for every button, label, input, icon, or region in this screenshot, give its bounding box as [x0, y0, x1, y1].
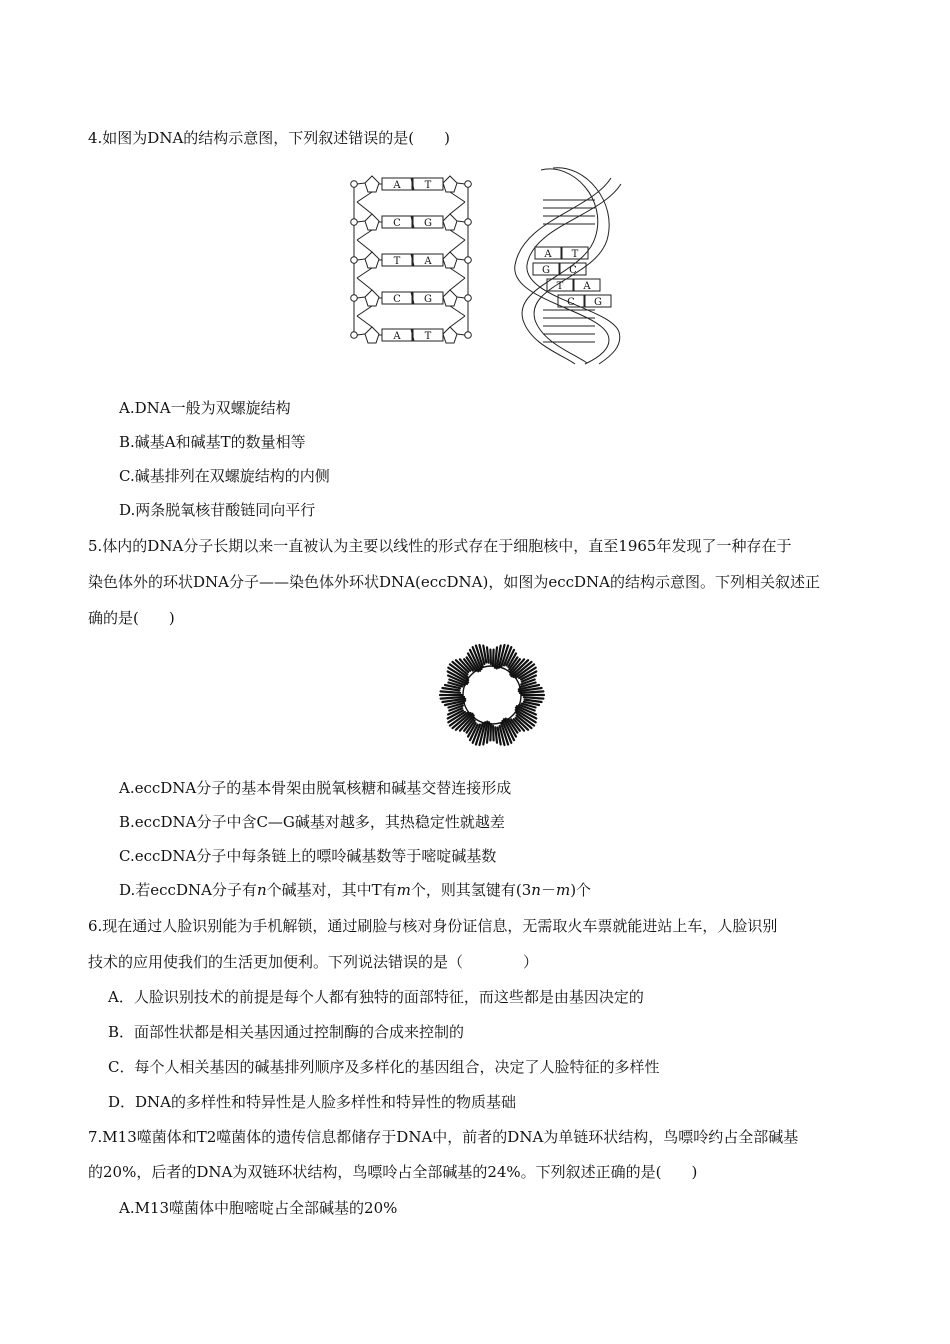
- helix-right-base-label: T: [571, 249, 579, 260]
- helix-right-base-label: C: [569, 265, 577, 276]
- left-backbone-link: [357, 278, 372, 290]
- q5-stem-line-1: 5.体内的DNA分子长期以来一直被认为主要以线性的形式存在于细胞核中，直至1965年发现了一种存在于: [88, 537, 792, 555]
- right-phosphate-circle: [465, 332, 472, 339]
- left-phosphate-circle: [351, 257, 358, 264]
- left-base-label: T: [393, 256, 401, 267]
- left-phosphate-circle: [351, 219, 358, 226]
- left-base-label: A: [393, 331, 401, 342]
- eccdna-base-pair: [490, 724, 491, 740]
- right-backbone-link: [450, 230, 465, 240]
- eccdna-base-pair: [493, 650, 494, 666]
- right-backbone-link: [450, 268, 465, 278]
- right-phosphate-circle: [465, 219, 472, 226]
- q6-stem-line-2: 技术的应用使我们的生活更加便利。下列说法错误的是（ ）: [88, 953, 539, 971]
- q5-option-a: A.eccDNA分子的基本骨架由脱氧核糖和碱基交替连接形成: [119, 779, 512, 797]
- left-backbone-link: [357, 230, 372, 240]
- q5-stem-line-3: 确的是( ): [88, 609, 175, 627]
- q4-option-d: D.两条脱氧核苷酸链同向平行: [119, 501, 316, 519]
- right-backbone-link: [450, 240, 465, 252]
- q7-option-a: A.M13噬菌体中胞嘧啶占全部碱基的20%: [119, 1199, 398, 1217]
- left-backbone-link: [357, 240, 372, 252]
- q4-option-a: A.DNA一般为双螺旋结构: [119, 399, 291, 417]
- eccdna-inner-backbone: [463, 666, 521, 724]
- left-backbone-link: [357, 297, 365, 298]
- right-backbone-link: [450, 316, 465, 327]
- q6-stem-line-1: 6.现在通过人脸识别能为手机解锁，通过刷脸与核对身份证信息，无需取火车票就能进站上车，人脸识别: [88, 917, 778, 935]
- eccdna-base-pair: [495, 727, 497, 742]
- left-backbone-link: [357, 221, 365, 222]
- helix-left-base-label: T: [556, 281, 564, 292]
- right-phosphate-circle: [465, 181, 472, 188]
- dna-double-helix-diagram: [503, 160, 638, 365]
- helix-left-base-label: C: [567, 297, 575, 308]
- left-base-label: C: [393, 294, 401, 305]
- q6-option-a: A．人脸识别技术的前提是每个人都有独特的面部特征，而这些都是由基因决定的: [108, 988, 644, 1006]
- q5-option-c: C.eccDNA分子中每条链上的嘌呤碱基数等于嘧啶碱基数: [119, 847, 497, 865]
- left-backbone-link: [357, 334, 365, 335]
- left-sugar-pentagon: [365, 252, 379, 268]
- q4-option-b: B.碱基A和碱基T的数量相等: [119, 433, 306, 451]
- q6-option-d: D．DNA的多样性和特异性是人脸多样性和特异性的物质基础: [108, 1093, 517, 1111]
- right-backbone-link: [450, 192, 465, 202]
- left-sugar-pentagon: [365, 327, 379, 343]
- right-phosphate-circle: [465, 257, 472, 264]
- right-backbone-link: [450, 278, 465, 290]
- eccdna-ring-diagram: [432, 635, 552, 755]
- left-phosphate-circle: [351, 332, 358, 339]
- q5-option-b: B.eccDNA分子中含C—G碱基对越多，其热稳定性就越差: [119, 813, 505, 831]
- right-backbone-link: [457, 297, 465, 298]
- helix-left-base-label: G: [542, 265, 550, 276]
- eccdna-base-pair: [441, 691, 461, 692]
- q4-stem: 4.如图为DNA的结构示意图，下列叙述错误的是( ): [88, 129, 451, 147]
- q7-stem-line-2: 的20%，后者的DNA为双链环状结构，鸟嘌呤占全部碱基的24%。下列叙述正确的是( ): [88, 1163, 698, 1181]
- left-backbone-link: [357, 268, 372, 278]
- dna-ladder-diagram: [345, 160, 477, 365]
- q5-stem-line-2: 染色体外的环状DNA分子——染色体外环状DNA(eccDNA)，如图为eccDNA的结构示意图。下列相关叙述正: [88, 573, 821, 591]
- q4-option-c: C.碱基排列在双螺旋结构的内侧: [119, 467, 330, 485]
- helix-left-base-label: A: [544, 249, 552, 260]
- left-phosphate-circle: [351, 295, 358, 302]
- helix-right-base-label: A: [583, 281, 591, 292]
- right-phosphate-circle: [465, 295, 472, 302]
- right-base-label: G: [424, 294, 432, 305]
- right-sugar-pentagon: [443, 290, 457, 306]
- q7-stem-line-1: 7.M13噬菌体和T2噬菌体的遗传信息都储存于DNA中，前者的DNA为单链环状结构，鸟嘌呤约占全部碱基: [88, 1128, 799, 1146]
- q6-option-b: B．面部性状都是相关基因通过控制酶的合成来控制的: [108, 1023, 465, 1041]
- eccdna-base-pair: [487, 647, 489, 662]
- left-backbone-link: [357, 259, 365, 260]
- left-sugar-pentagon: [365, 290, 379, 306]
- right-backbone-link: [450, 306, 465, 316]
- left-backbone-link: [357, 316, 372, 327]
- left-sugar-pentagon: [365, 176, 379, 192]
- right-base-label: T: [424, 331, 432, 342]
- left-sugar-pentagon: [365, 214, 379, 230]
- right-base-label: A: [424, 256, 432, 267]
- left-backbone-link: [357, 202, 372, 214]
- left-phosphate-circle: [351, 181, 358, 188]
- right-backbone-link: [457, 221, 465, 222]
- eccdna-base-pair: [524, 697, 544, 698]
- helix-right-base-label: G: [594, 297, 602, 308]
- left-base-label: A: [393, 180, 401, 191]
- eccdna-base-pair: [493, 726, 494, 740]
- right-sugar-pentagon: [443, 214, 457, 230]
- right-base-label: T: [424, 180, 432, 191]
- right-backbone-link: [457, 259, 465, 260]
- right-backbone-link: [457, 334, 465, 335]
- left-backbone-link: [357, 183, 365, 184]
- right-backbone-link: [457, 183, 465, 184]
- right-sugar-pentagon: [443, 252, 457, 268]
- eccdna-base-pair: [490, 650, 491, 664]
- left-backbone-link: [357, 192, 372, 202]
- right-sugar-pentagon: [443, 176, 457, 192]
- right-sugar-pentagon: [443, 327, 457, 343]
- right-backbone-link: [450, 202, 465, 214]
- left-backbone-link: [357, 306, 372, 316]
- q6-option-c: C．每个人相关基因的碱基排列顺序及多样化的基因组合，决定了人脸特征的多样性: [108, 1058, 660, 1076]
- right-base-label: G: [424, 218, 432, 229]
- q5-option-d: D.若eccDNA分子有n个碱基对，其中T有m个，则其氢键有(3n－m)个: [119, 881, 592, 899]
- left-base-label: C: [393, 218, 401, 229]
